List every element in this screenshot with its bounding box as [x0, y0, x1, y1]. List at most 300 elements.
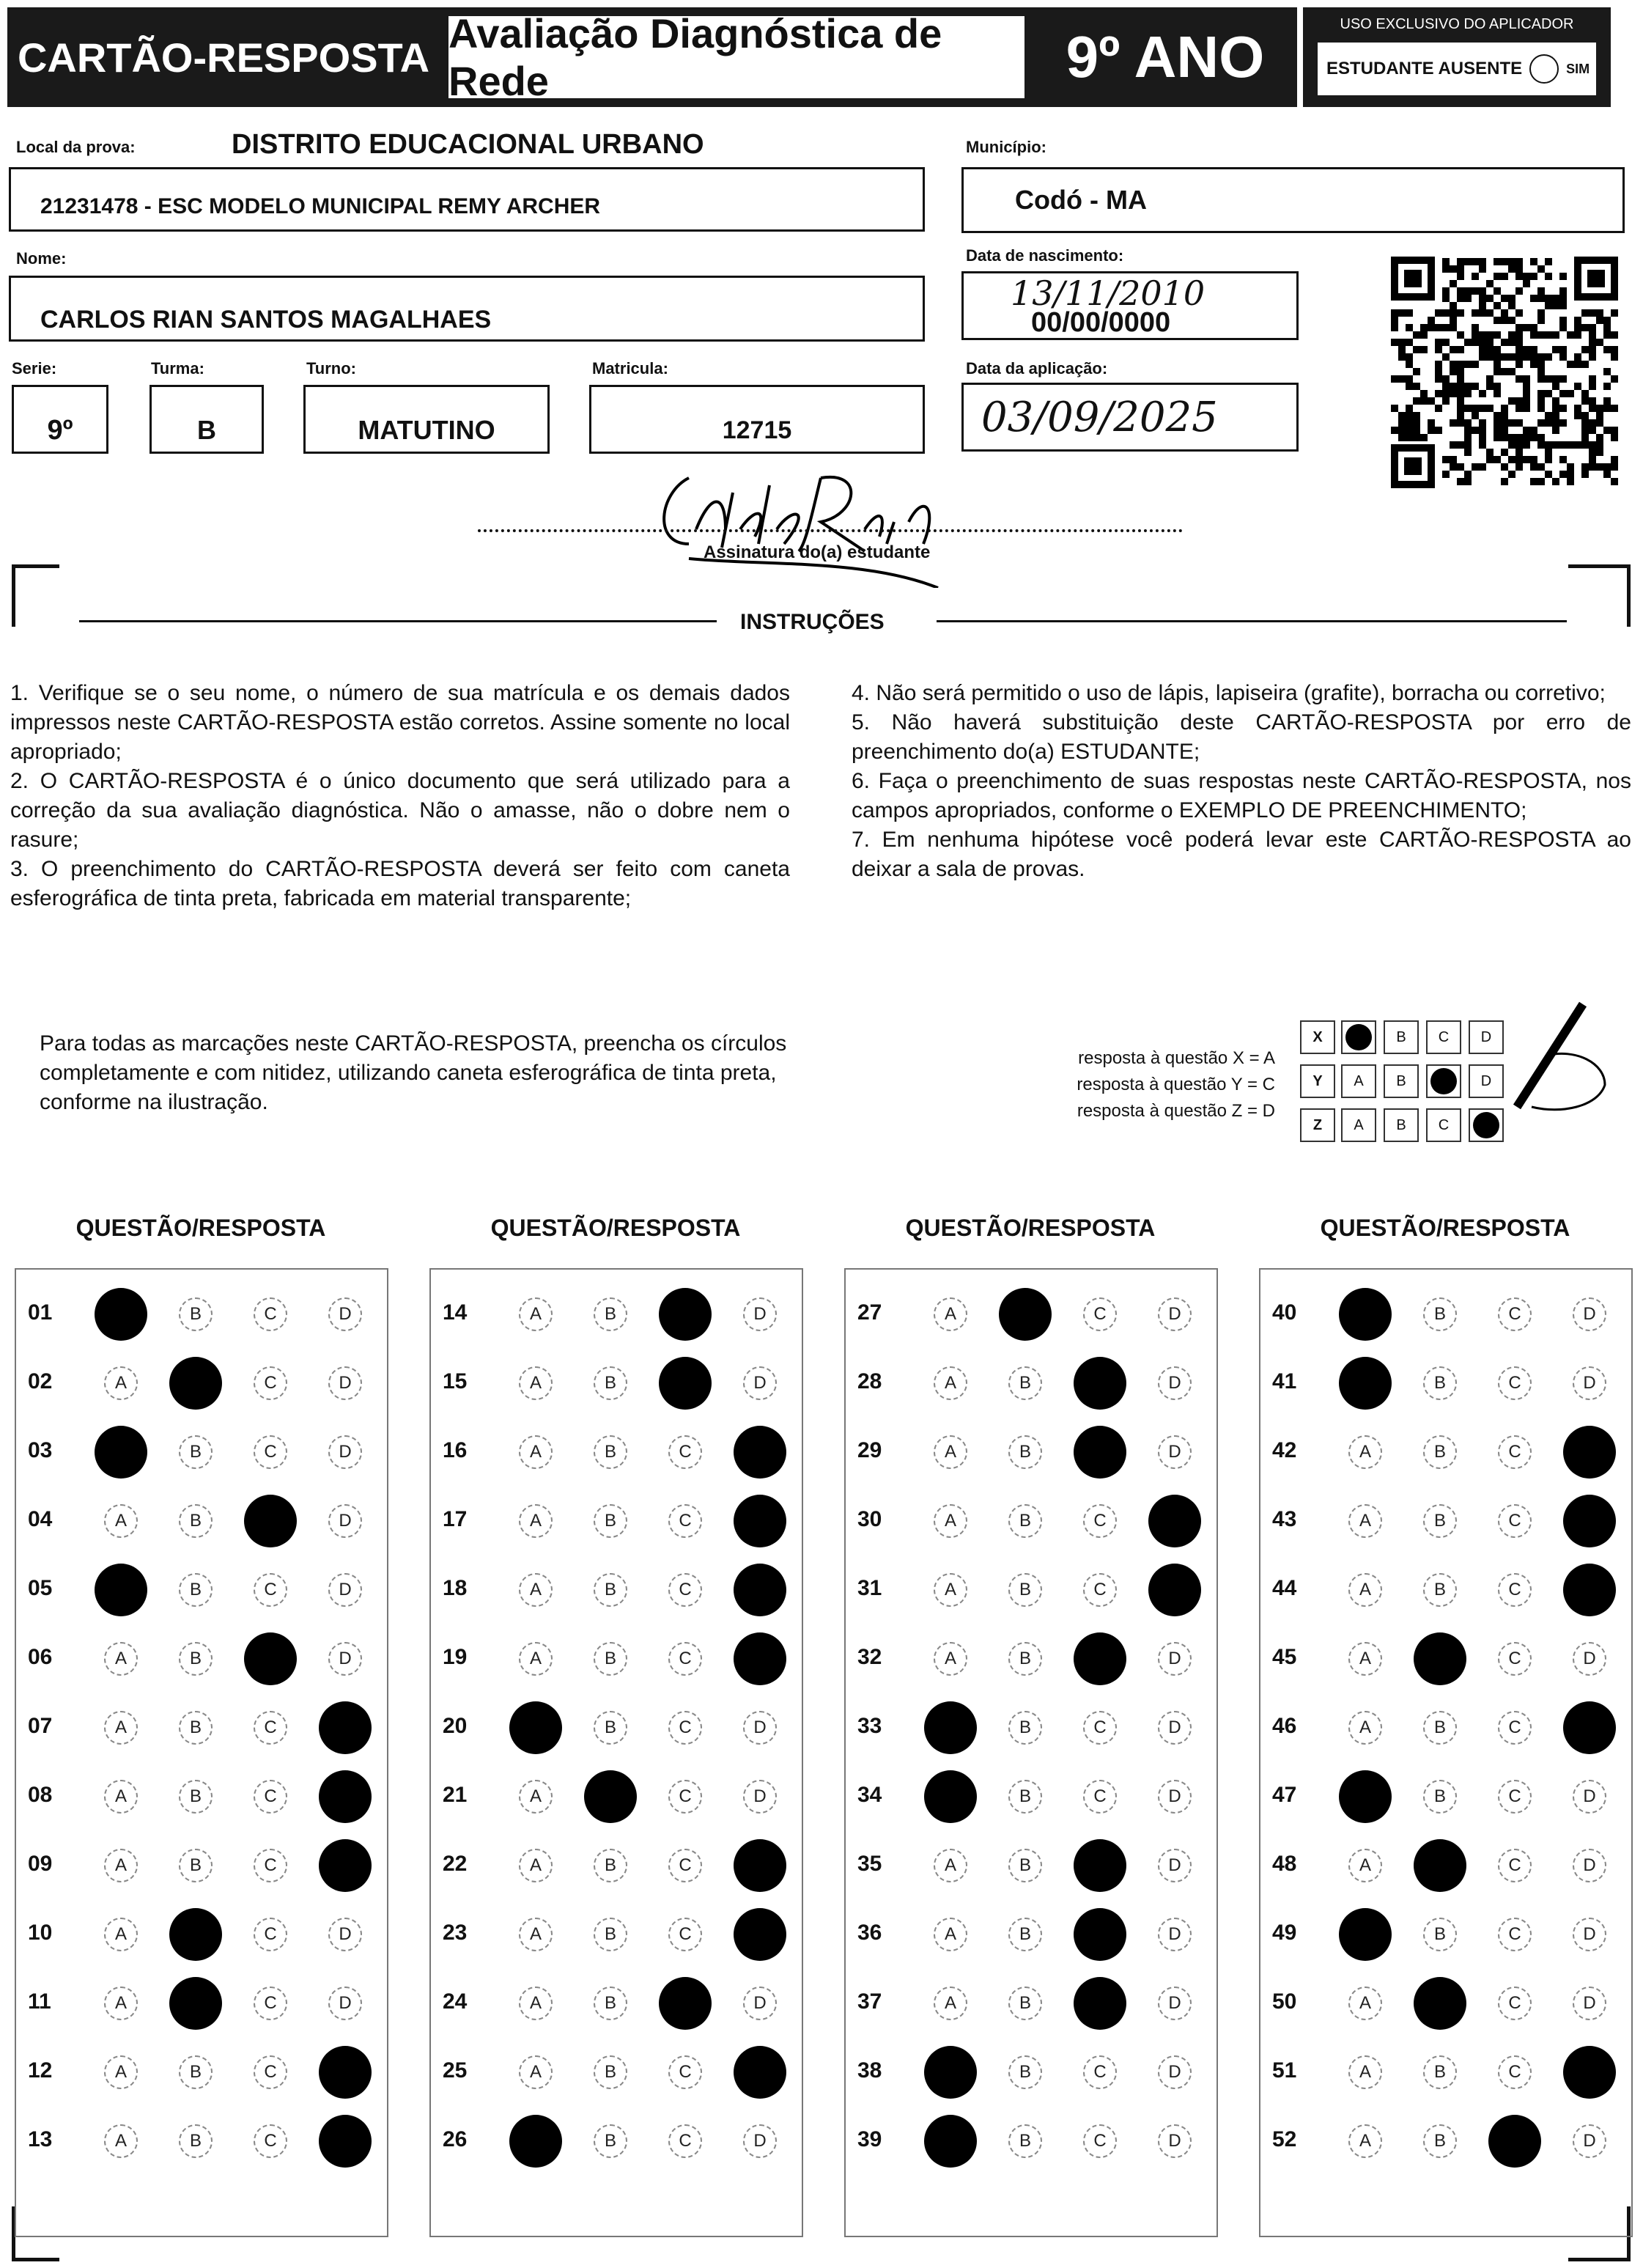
answer-bubble-b[interactable]: B — [1414, 1839, 1466, 1892]
answer-bubble-b[interactable]: B — [594, 1297, 627, 1331]
answer-bubble-d[interactable]: D — [1158, 1780, 1192, 1814]
question-row — [431, 1632, 802, 1683]
answer-bubble-c[interactable]: C — [1074, 1977, 1126, 2030]
answer-bubble-c[interactable]: C — [668, 1849, 702, 1882]
example-bubble: C — [1426, 1108, 1461, 1142]
question-number: 06 — [28, 1645, 53, 1669]
answer-bubble-d[interactable]: D — [1158, 2055, 1192, 2089]
frame-corner-tr — [1568, 564, 1631, 627]
answer-bubble-d[interactable]: D — [1573, 1780, 1606, 1814]
answer-bubble-a[interactable]: A — [934, 1987, 967, 2020]
answer-bubble-b[interactable]: B — [1423, 1573, 1457, 1607]
answer-bubble-b[interactable]: B — [1008, 1573, 1042, 1607]
answer-bubble-d[interactable]: D — [734, 2046, 786, 2099]
instruction-item: 1. Verifique se o seu nome, o número de sua matrícula e os demais dados impressos neste CARTÃO-RESPOSTA estão corretos. Assine somente no local apropriado; — [10, 681, 790, 764]
answer-bubble-b[interactable]: B — [179, 2124, 213, 2158]
question-number: 42 — [1272, 1438, 1297, 1462]
answer-bubble-b[interactable]: B — [594, 1711, 627, 1745]
column-title-4: QUESTÃO/RESPOSTA — [1320, 1215, 1570, 1241]
answer-bubble-c[interactable]: C — [668, 1642, 702, 1676]
answer-bubble-d[interactable]: D — [1563, 1701, 1616, 1754]
answer-bubble-c[interactable]: C — [659, 1288, 712, 1341]
answer-bubble-a[interactable]: A — [934, 1435, 967, 1469]
answer-bubble-c[interactable]: C — [1083, 1711, 1117, 1745]
answer-bubble-b[interactable]: B — [179, 2055, 213, 2089]
question-number: 49 — [1272, 1921, 1297, 1945]
answer-bubble-a[interactable]: A — [1348, 2055, 1382, 2089]
exam-title: Avaliação Diagnóstica de Rede — [448, 10, 942, 104]
answer-bubble-c[interactable]: C — [1074, 1357, 1126, 1410]
serie-value: 9º — [47, 414, 73, 446]
answer-bubble-b[interactable]: B — [1008, 2124, 1042, 2158]
answer-bubble-d[interactable]: D — [1573, 1366, 1606, 1400]
answer-column — [15, 1268, 388, 2237]
question-number: 35 — [857, 1852, 882, 1876]
answer-bubble-b[interactable]: B — [1414, 1632, 1466, 1685]
example-legend-y: resposta à questão Y = C — [1077, 1075, 1275, 1094]
question-row — [1260, 1838, 1631, 1890]
answer-bubble-c[interactable]: C — [668, 1918, 702, 1951]
answer-bubble-b[interactable]: B — [179, 1573, 213, 1607]
answer-bubble-b[interactable]: B — [1423, 1366, 1457, 1400]
question-number: 08 — [28, 1783, 53, 1807]
answer-bubble-d[interactable]: D — [1158, 1297, 1192, 1331]
answer-bubble-b[interactable]: B — [1423, 1504, 1457, 1538]
question-row — [1260, 1907, 1631, 1959]
question-number: 26 — [443, 2127, 468, 2151]
question-row — [16, 1287, 387, 1339]
answer-bubble-d[interactable]: D — [328, 1366, 362, 1400]
answer-bubble-a[interactable]: A — [95, 1426, 147, 1479]
question-number: 07 — [28, 1714, 53, 1738]
question-number: 22 — [443, 1852, 468, 1876]
grade-box — [1033, 7, 1297, 107]
answer-bubble-b[interactable]: B — [594, 1642, 627, 1676]
question-number: 23 — [443, 1921, 468, 1945]
answer-bubble-a[interactable]: A — [519, 1435, 553, 1469]
answer-bubble-a[interactable]: A — [104, 1711, 138, 1745]
answer-bubble-d[interactable]: D — [1148, 1564, 1201, 1616]
answer-bubble-b[interactable]: B — [594, 2055, 627, 2089]
answer-bubble-d[interactable]: D — [1158, 2124, 1192, 2158]
answer-bubble-b[interactable]: B — [1008, 1642, 1042, 1676]
answer-bubble-b[interactable]: B — [179, 1435, 213, 1469]
answer-bubble-b[interactable]: B — [584, 1770, 637, 1823]
answer-bubble-c[interactable]: C — [668, 1711, 702, 1745]
answer-bubble-d[interactable]: D — [734, 1426, 786, 1479]
answer-bubble-c[interactable]: C — [1498, 1297, 1532, 1331]
answer-bubble-d[interactable]: D — [734, 1564, 786, 1616]
answer-bubble-c[interactable]: C — [1498, 1435, 1532, 1469]
question-row — [16, 1907, 387, 1959]
example-legend — [1026, 1045, 1275, 1124]
answer-bubble-a[interactable]: A — [509, 1701, 562, 1754]
answer-bubble-c[interactable]: C — [254, 1435, 287, 1469]
answer-bubble-d[interactable]: D — [328, 1435, 362, 1469]
answer-bubble-a[interactable]: A — [1348, 1642, 1382, 1676]
answer-bubble-c[interactable]: C — [1498, 1642, 1532, 1676]
answer-bubble-d[interactable]: D — [328, 1504, 362, 1538]
question-number: 50 — [1272, 1989, 1297, 2014]
question-row — [1260, 1701, 1631, 1752]
answer-bubble-a[interactable]: A — [1348, 1711, 1382, 1745]
column-title-2: QUESTÃO/RESPOSTA — [490, 1215, 741, 1241]
answer-bubble-c[interactable]: C — [254, 1780, 287, 1814]
question-row — [431, 1701, 802, 1752]
answer-bubble-c[interactable]: C — [668, 1435, 702, 1469]
answer-bubble-d[interactable]: D — [1573, 2124, 1606, 2158]
answer-bubble-c[interactable]: C — [668, 1780, 702, 1814]
question-row — [16, 1356, 387, 1407]
question-number: 11 — [28, 1989, 51, 2014]
answer-bubble-b[interactable]: B — [179, 1780, 213, 1814]
answer-bubble-b[interactable]: B — [1423, 1435, 1457, 1469]
answer-bubble-b[interactable]: B — [1008, 1918, 1042, 1951]
absent-box — [1318, 43, 1596, 95]
answer-bubble-a[interactable]: A — [924, 1701, 977, 1754]
question-row — [16, 1425, 387, 1476]
answer-bubble-b[interactable]: B — [1008, 2055, 1042, 2089]
answer-bubble-a[interactable]: A — [1348, 1573, 1382, 1607]
answer-bubble-b[interactable]: B — [594, 1504, 627, 1538]
answer-bubble-a[interactable]: A — [934, 1297, 967, 1331]
answer-bubble-b[interactable]: B — [179, 1711, 213, 1745]
answer-bubble-c[interactable]: C — [1074, 1426, 1126, 1479]
answer-bubble-c[interactable]: C — [1074, 1839, 1126, 1892]
card-title: CARTÃO-RESPOSTA — [17, 34, 430, 81]
answer-bubble-a[interactable]: A — [519, 1987, 553, 2020]
question-number: 25 — [443, 2058, 468, 2083]
question-number: 44 — [1272, 1576, 1297, 1600]
question-row — [16, 1494, 387, 1545]
answer-column — [1259, 1268, 1633, 2237]
question-number: 15 — [443, 1369, 468, 1393]
answer-bubble-b[interactable]: B — [1414, 1977, 1466, 2030]
birth-field — [961, 271, 1299, 340]
question-number: 04 — [28, 1507, 53, 1531]
answer-bubble-c[interactable]: C — [668, 1504, 702, 1538]
answer-bubble-b[interactable]: B — [594, 1366, 627, 1400]
question-number: 40 — [1272, 1300, 1297, 1325]
answer-bubble-d[interactable]: D — [1158, 1987, 1192, 2020]
answer-bubble-a[interactable]: A — [1339, 1908, 1392, 1961]
answer-bubble-a[interactable]: A — [1348, 1435, 1382, 1469]
answer-bubble-b[interactable]: B — [1008, 1780, 1042, 1814]
answer-bubble-c[interactable]: C — [244, 1632, 297, 1685]
answer-bubble-b[interactable]: B — [1423, 1780, 1457, 1814]
answer-bubble-d[interactable]: D — [1158, 1642, 1192, 1676]
question-number: 36 — [857, 1921, 882, 1945]
answer-bubble-d[interactable]: D — [743, 1711, 777, 1745]
answer-bubble-a[interactable]: A — [1348, 1987, 1382, 2020]
answer-bubble-b[interactable]: B — [594, 1918, 627, 1951]
answer-bubble-a[interactable]: A — [934, 1918, 967, 1951]
applicator-box — [1303, 7, 1611, 107]
answer-bubble-b[interactable]: B — [169, 1977, 222, 2030]
question-row — [1260, 1770, 1631, 1821]
answer-bubble-b[interactable]: B — [1423, 1711, 1457, 1745]
answer-bubble-a[interactable]: A — [1348, 1504, 1382, 1538]
answer-bubble-c[interactable]: C — [254, 1297, 287, 1331]
answer-bubble-c[interactable]: C — [1083, 1780, 1117, 1814]
answer-bubble-d[interactable]: D — [1563, 1495, 1616, 1547]
answer-bubble-a[interactable]: A — [934, 1849, 967, 1882]
answer-bubble-a[interactable]: A — [104, 1987, 138, 2020]
answer-bubble-d[interactable]: D — [319, 2046, 372, 2099]
answer-bubble-c[interactable]: C — [1498, 1504, 1532, 1538]
question-number: 29 — [857, 1438, 882, 1462]
answer-bubble-c[interactable]: C — [1074, 1908, 1126, 1961]
example-bubble: A — [1341, 1064, 1376, 1098]
question-number: 37 — [857, 1989, 882, 2014]
answer-bubble-a[interactable]: A — [934, 1642, 967, 1676]
question-number: 52 — [1272, 2127, 1297, 2151]
answer-bubble-d[interactable]: D — [734, 1632, 786, 1685]
answer-bubble-d[interactable]: D — [743, 2124, 777, 2158]
answer-bubble-d[interactable]: D — [1563, 1564, 1616, 1616]
question-row — [16, 1563, 387, 1614]
answer-bubble-a[interactable]: A — [104, 1504, 138, 1538]
answer-bubble-a[interactable]: A — [519, 1849, 553, 1882]
answer-bubble-c[interactable]: C — [1498, 1573, 1532, 1607]
answer-bubble-b[interactable]: B — [594, 1987, 627, 2020]
answer-bubble-d[interactable]: D — [734, 1495, 786, 1547]
answer-bubble-a[interactable]: A — [104, 1366, 138, 1400]
answer-bubble-a[interactable]: A — [509, 2115, 562, 2168]
answer-bubble-c[interactable]: C — [1498, 1780, 1532, 1814]
answer-bubble-a[interactable]: A — [519, 2055, 553, 2089]
answer-bubble-b[interactable]: B — [169, 1908, 222, 1961]
answer-bubble-a[interactable]: A — [104, 1918, 138, 1951]
answer-bubble-d[interactable]: D — [1573, 1642, 1606, 1676]
question-row — [846, 1563, 1216, 1614]
answer-bubble-c[interactable]: C — [1083, 1297, 1117, 1331]
question-number: 33 — [857, 1714, 882, 1738]
answer-bubble-c[interactable]: C — [1083, 2055, 1117, 2089]
answer-bubble-d[interactable]: D — [328, 1642, 362, 1676]
question-number: 39 — [857, 2127, 882, 2151]
answer-bubble-a[interactable]: A — [104, 1642, 138, 1676]
answer-bubble-b[interactable]: B — [594, 2124, 627, 2158]
answer-bubble-a[interactable]: A — [1339, 1357, 1392, 1410]
answer-bubble-c[interactable]: C — [254, 1918, 287, 1951]
question-row — [16, 1701, 387, 1752]
question-row — [16, 2045, 387, 2096]
answer-bubble-d[interactable]: D — [328, 1573, 362, 1607]
turno-value: MATUTINO — [358, 415, 495, 445]
question-row — [846, 1838, 1216, 1890]
question-row — [846, 1425, 1216, 1476]
answer-bubble-d[interactable]: D — [1573, 1849, 1606, 1882]
answer-bubble-c[interactable]: C — [244, 1495, 297, 1547]
answer-bubble-b[interactable]: B — [1008, 1711, 1042, 1745]
answer-bubble-b[interactable]: B — [1008, 1366, 1042, 1400]
example-bubble — [1426, 1064, 1461, 1098]
answer-bubble-c[interactable]: C — [254, 1573, 287, 1607]
answer-bubble-d[interactable]: D — [1148, 1495, 1201, 1547]
question-number: 16 — [443, 1438, 468, 1462]
answer-bubble-a[interactable]: A — [924, 2046, 977, 2099]
answer-bubble-a[interactable]: A — [924, 1770, 977, 1823]
question-row — [846, 1287, 1216, 1339]
answer-bubble-b[interactable]: B — [1423, 1918, 1457, 1951]
question-row — [431, 2114, 802, 2165]
matricula-value: 12715 — [722, 416, 792, 444]
question-number: 21 — [443, 1783, 468, 1807]
answer-bubble-c[interactable]: C — [668, 1573, 702, 1607]
question-row — [431, 1494, 802, 1545]
turma-label: Turma: — [151, 359, 204, 378]
answer-bubble-d[interactable]: D — [743, 1366, 777, 1400]
question-row — [431, 1356, 802, 1407]
answer-bubble-d[interactable]: D — [1563, 2046, 1616, 2099]
answer-bubble-c[interactable]: C — [254, 1849, 287, 1882]
question-number: 48 — [1272, 1852, 1297, 1876]
answer-bubble-d[interactable]: D — [1573, 1918, 1606, 1951]
turno-field — [303, 385, 550, 454]
birth-printed: 00/00/0000 — [1031, 307, 1171, 338]
answer-bubble-b[interactable]: B — [594, 1849, 627, 1882]
question-number: 18 — [443, 1576, 468, 1600]
answer-bubble-b[interactable]: B — [169, 1357, 222, 1410]
answer-bubble-c[interactable]: C — [1498, 1711, 1532, 1745]
answer-bubble-c[interactable]: C — [254, 1366, 287, 1400]
answer-bubble-a[interactable]: A — [519, 1642, 553, 1676]
question-number: 02 — [28, 1369, 53, 1393]
answer-bubble-d[interactable]: D — [319, 1839, 372, 1892]
question-number: 43 — [1272, 1507, 1297, 1531]
answer-bubble-d[interactable]: D — [1563, 1426, 1616, 1479]
answer-bubble-c[interactable]: C — [1083, 1504, 1117, 1538]
answer-bubble-c[interactable]: C — [254, 1711, 287, 1745]
city-label: Município: — [966, 138, 1046, 156]
answer-column — [429, 1268, 803, 2237]
answer-bubble-b[interactable]: B — [179, 1297, 213, 1331]
answer-bubble-b[interactable]: B — [179, 1504, 213, 1538]
answer-bubble-d[interactable]: D — [1158, 1711, 1192, 1745]
answer-bubble-c[interactable]: C — [659, 1357, 712, 1410]
question-number: 32 — [857, 1645, 882, 1669]
answer-bubble-a[interactable]: A — [104, 1780, 138, 1814]
instruction-item: 7. Em nenhuma hipótese você poderá levar este CARTÃO-RESPOSTA ao deixar a sala de provas. — [852, 828, 1631, 881]
answer-bubble-d[interactable]: D — [734, 1908, 786, 1961]
answer-bubble-d[interactable]: D — [328, 1987, 362, 2020]
answer-bubble-b[interactable]: B — [1423, 1297, 1457, 1331]
question-row — [431, 1287, 802, 1339]
answer-bubble-c[interactable]: C — [254, 1987, 287, 2020]
answer-bubble-b[interactable]: B — [999, 1288, 1052, 1341]
answer-bubble-a[interactable]: A — [519, 1366, 553, 1400]
answer-bubble-d[interactable]: D — [743, 1297, 777, 1331]
answer-bubble-b[interactable]: B — [1008, 1987, 1042, 2020]
answer-bubble-a[interactable]: A — [519, 1504, 553, 1538]
answer-bubble-a[interactable]: A — [519, 1297, 553, 1331]
answer-bubble-d[interactable]: D — [319, 2115, 372, 2168]
answer-bubble-a[interactable]: A — [95, 1564, 147, 1616]
answer-bubble-c[interactable]: C — [1074, 1632, 1126, 1685]
answer-bubble-c[interactable]: C — [1498, 2055, 1532, 2089]
answer-bubble-d[interactable]: D — [1158, 1366, 1192, 1400]
answer-bubble-a[interactable]: A — [104, 1849, 138, 1882]
example-legend-z: resposta à questão Z = D — [1077, 1101, 1275, 1121]
column-title-3: QUESTÃO/RESPOSTA — [905, 1215, 1156, 1241]
answer-bubble-c[interactable]: C — [1083, 2124, 1117, 2158]
answer-bubble-c[interactable]: C — [1498, 1366, 1532, 1400]
answer-bubble-b[interactable]: B — [1008, 1504, 1042, 1538]
answer-bubble-a[interactable]: A — [104, 2124, 138, 2158]
signature — [645, 449, 967, 592]
question-number: 27 — [857, 1300, 882, 1325]
absent-checkbox[interactable] — [1529, 54, 1559, 84]
answer-bubble-b[interactable]: B — [594, 1573, 627, 1607]
answer-bubble-c[interactable]: C — [254, 2124, 287, 2158]
question-row — [1260, 2045, 1631, 2096]
applicator-label: USO EXCLUSIVO DO APLICADOR — [1340, 16, 1574, 32]
answer-bubble-c[interactable]: C — [668, 2055, 702, 2089]
answer-bubble-d[interactable]: D — [1158, 1435, 1192, 1469]
answer-bubble-a[interactable]: A — [519, 1918, 553, 1951]
question-number: 24 — [443, 1989, 468, 2014]
answer-bubble-d[interactable]: D — [319, 1770, 372, 1823]
pen-icon — [1473, 997, 1620, 1144]
answer-bubble-b[interactable]: B — [1423, 2124, 1457, 2158]
answer-bubble-a[interactable]: A — [934, 1366, 967, 1400]
answer-bubble-b[interactable]: B — [179, 1642, 213, 1676]
answer-bubble-c[interactable]: C — [659, 1977, 712, 2030]
answer-bubble-b[interactable]: B — [1008, 1849, 1042, 1882]
answer-bubble-d[interactable]: D — [1158, 1918, 1192, 1951]
answer-bubble-d[interactable]: D — [1573, 1297, 1606, 1331]
answer-bubble-a[interactable]: A — [1339, 1288, 1392, 1341]
answer-bubble-c[interactable]: C — [1498, 1849, 1532, 1882]
answer-bubble-d[interactable]: D — [328, 1297, 362, 1331]
answer-bubble-d[interactable]: D — [734, 1839, 786, 1892]
answer-bubble-a[interactable]: A — [519, 1573, 553, 1607]
answer-bubble-d[interactable]: D — [743, 1987, 777, 2020]
instruction-item: 3. O preenchimento do CARTÃO-RESPOSTA deverá ser feito com caneta esferográfica de tinta preta, fabricada em material transparente; — [10, 857, 790, 910]
application-label: Data da aplicação: — [966, 359, 1108, 378]
answer-bubble-c[interactable]: C — [254, 2055, 287, 2089]
answer-bubble-a[interactable]: A — [519, 1780, 553, 1814]
answer-bubble-c[interactable]: C — [1488, 2115, 1541, 2168]
answer-bubble-d[interactable]: D — [1158, 1849, 1192, 1882]
question-row — [1260, 1287, 1631, 1339]
answer-bubble-a[interactable]: A — [934, 1504, 967, 1538]
answer-bubble-d[interactable]: D — [1573, 1987, 1606, 2020]
answer-bubble-d[interactable]: D — [743, 1780, 777, 1814]
answer-bubble-d[interactable]: D — [328, 1918, 362, 1951]
answer-bubble-c[interactable]: C — [1083, 1573, 1117, 1607]
answer-bubble-a[interactable]: A — [924, 2115, 977, 2168]
local-value: DISTRITO EDUCACIONAL URBANO — [232, 129, 704, 160]
answer-bubble-a[interactable]: A — [1348, 2124, 1382, 2158]
answer-bubble-c[interactable]: C — [1498, 1918, 1532, 1951]
answer-bubble-a[interactable]: A — [95, 1288, 147, 1341]
answer-bubble-d[interactable]: D — [319, 1701, 372, 1754]
answer-bubble-a[interactable]: A — [934, 1573, 967, 1607]
qr-code — [1391, 257, 1618, 488]
answer-bubble-a[interactable]: A — [104, 2055, 138, 2089]
answer-bubble-b[interactable]: B — [179, 1849, 213, 1882]
answer-bubble-a[interactable]: A — [1339, 1770, 1392, 1823]
answer-bubble-a[interactable]: A — [1348, 1849, 1382, 1882]
answer-bubble-b[interactable]: B — [594, 1435, 627, 1469]
answer-bubble-c[interactable]: C — [1498, 1987, 1532, 2020]
question-row — [1260, 1976, 1631, 2028]
answer-bubble-b[interactable]: B — [1423, 2055, 1457, 2089]
answer-bubble-c[interactable]: C — [668, 2124, 702, 2158]
answer-bubble-b[interactable]: B — [1008, 1435, 1042, 1469]
